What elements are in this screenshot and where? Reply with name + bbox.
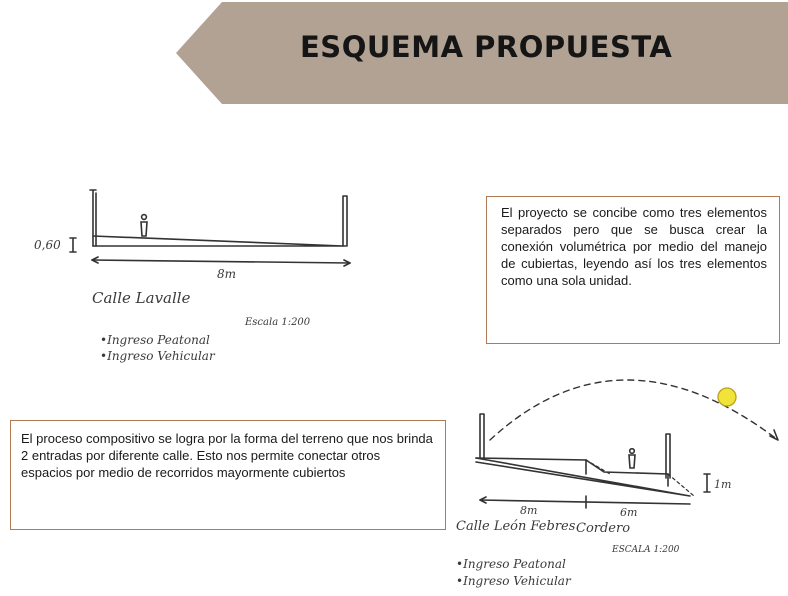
terrain-slab (93, 236, 346, 246)
height-dimension-right (704, 474, 710, 492)
left-street-label: Calle Lavalle (92, 289, 191, 307)
right-dim-left-label: 8m (520, 504, 538, 517)
right-height-label: 1m (714, 478, 732, 491)
left-wall (90, 190, 96, 246)
right-wall (343, 196, 347, 246)
sun-arc (490, 380, 778, 440)
width-dimension-left (92, 260, 350, 263)
person-figure-left (141, 215, 147, 236)
right-dim-right-label: 6m (620, 506, 638, 519)
left-scale-label: Escala 1:200 (245, 317, 311, 328)
description-box-concept: El proyecto se concibe como tres elementos separados pero que se busca crear la conexión volumétrica por medio del manejo de cubiertas, leyendo así los tres elementos como una sola unidad. (486, 196, 780, 344)
right-scale-label: ESCALA 1:200 (612, 545, 680, 555)
right-right-post (666, 434, 670, 478)
sketch-left (70, 190, 350, 266)
page-title: ESQUEMA PROPUESTA (300, 30, 673, 64)
width-dimension-right (480, 496, 690, 508)
right-access-pedestrian: •Ingreso Peatonal (456, 557, 566, 571)
sloped-ground (476, 458, 690, 496)
right-street-label: Calle León Febres (456, 519, 576, 534)
right-street-label-cont: Cordero (576, 521, 631, 536)
hatch-lines (586, 460, 694, 496)
left-height-label: 0,60 (34, 238, 61, 252)
left-access-vehicular: •Ingreso Vehicular (100, 349, 215, 363)
left-width-label: 8m (217, 267, 237, 281)
height-dimension-left (70, 238, 76, 252)
left-access-pedestrian: •Ingreso Peatonal (100, 333, 210, 347)
right-left-post (480, 414, 484, 458)
person-figure-right (629, 449, 635, 468)
description-box-process: El proceso compositivo se logra por la forma del terreno que nos brinda 2 entradas por diferente calle. Esto nos permite conectar otros espacios por medio de recorridos mayormente cubiertos (10, 420, 446, 530)
sun-icon (718, 388, 736, 406)
right-access-vehicular: •Ingreso Vehicular (456, 574, 571, 588)
